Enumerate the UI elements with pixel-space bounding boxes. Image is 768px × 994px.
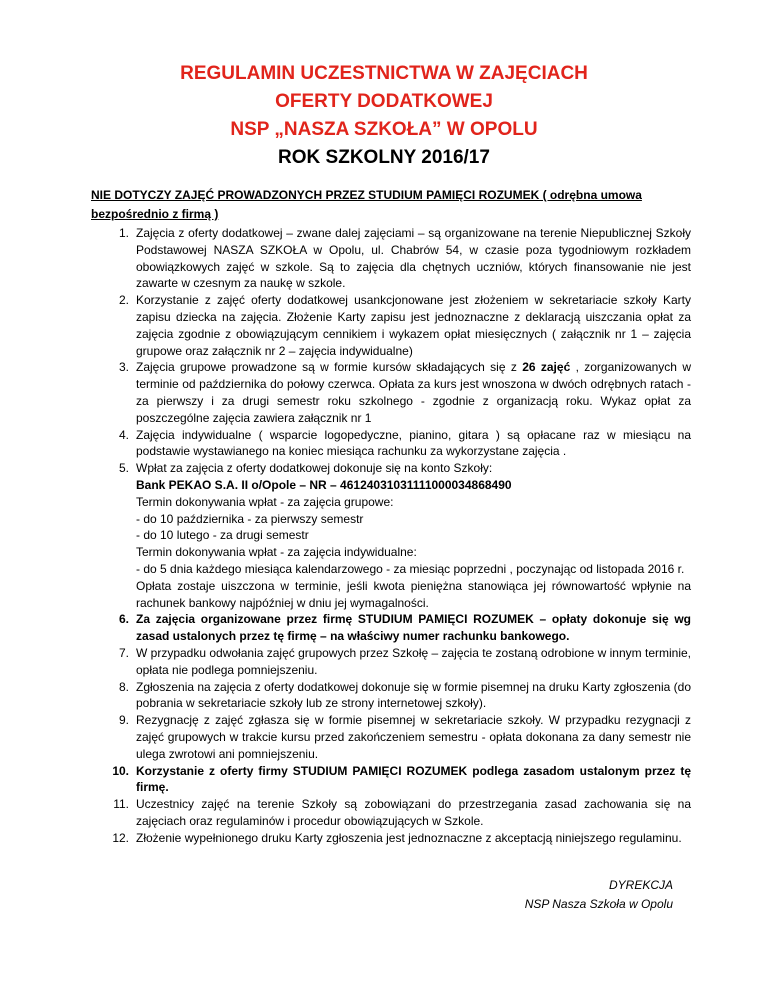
rules-list bbox=[91, 225, 691, 846]
rule-number: 9. bbox=[118, 713, 129, 728]
payment-timeliness-note: Opłata zostaje uiszczona w terminie, jeśli kwota pieniężna stanowiąca jej równowartość wpłynie na rachunek bankowy najpóźniej w dniu jej wymagalności. bbox=[136, 578, 691, 610]
rule-item bbox=[91, 359, 691, 426]
rule-text: W przypadku odwołania zajęć grupowych przez Szkołę – zajęcia te zostaną odrobione w innym terminie, opłata nie podlega pomniejszeniu. bbox=[136, 645, 691, 677]
individual-payment-term: Termin dokonywania wpłat - za zajęcia indywidualne: bbox=[136, 545, 417, 560]
exclusion-notice: NIE DOTYCZY ZAJĘĆ PROWADZONYCH PRZEZ STUDIUM PAMIĘCI ROZUMEK ( odrębna umowa bezpośrednio z firmą ) bbox=[91, 188, 642, 221]
rule-number: 6. bbox=[118, 612, 129, 627]
rule-item bbox=[91, 830, 691, 847]
rule-text: Uczestnicy zajęć na terenie Szkoły są zobowiązani do przestrzegania zasad zachowania się na zajęciach oraz regulaminów i procedur obowiązujących w Szkole. bbox=[136, 797, 691, 828]
signature-block bbox=[525, 876, 673, 914]
rule-number: 4. bbox=[118, 427, 129, 442]
rule-item bbox=[91, 796, 691, 830]
rule-number: 2. bbox=[118, 293, 129, 308]
title-line-3: NSP „NASZA SZKOŁA” W OPOLU bbox=[230, 119, 538, 140]
rule-number: 10. bbox=[112, 763, 129, 778]
rule-text-part: , zorganizowanych w terminie od października do połowy czerwca. Opłata za kurs jest wnoszona w dwóch odrębnych ratach - za pierwszy i za drugi semestr roku szkolnego - zgodnie z organizacją roku. Wykaz opłat za poszczególne zajęcia zawiera załącznik nr 1 bbox=[136, 360, 691, 425]
rule-text: Zajęcia z oferty dodatkowej – zwane dalej zajęciami – są organizowane na terenie Niepublicznej Szkoły Podstawowej NASZA SZKOŁA w Opolu, ul. Chabrów 54, w czasie poza tygodniowym rozkładem obowiązkowych zajęć w szkole. Są to zajęcia dla chętnych uczniów, których finansowanie nie jest zawarte w czesnym za naukę w szkole. bbox=[136, 226, 691, 291]
bank-account: Bank PEKAO S.A. II o/Opole – NR – 46124031031111000034868490 bbox=[136, 477, 512, 492]
group-term-second: - do 10 lutego - za drugi semestr bbox=[136, 528, 309, 543]
rule-number: 8. bbox=[118, 679, 129, 694]
title-line-2: OFERTY DODATKOWEJ bbox=[275, 91, 493, 112]
rule-text: Za zajęcia organizowane przez firmę STUDIUM PAMIĘCI ROZUMEK – opłaty dokonuje się wg zasad ustalonych przez tę firmę – na właściwy numer rachunku bankowego. bbox=[136, 612, 691, 644]
rule-item-payment bbox=[91, 460, 691, 611]
rule-text: Korzystanie z oferty firmy STUDIUM PAMIĘCI ROZUMEK podlega zasadom ustalonym przez tę firmę. bbox=[136, 763, 691, 795]
rule-item bbox=[91, 679, 691, 713]
document-title bbox=[0, 60, 768, 172]
rule-text: Zgłoszenia na zajęcia z oferty dodatkowej dokonuje się w formie pisemnej na druku Karty zgłoszenia (do pobrania w sekretariacie szkoły lub ze strony internetowej szkoły). bbox=[136, 679, 691, 711]
rule-text: Korzystanie z zajęć oferty dodatkowej usankcjonowane jest złożeniem w sekretariacie szkoły Karty zapisu dziecka na zajęcia. Złożenie Karty zapisu jest jednoznaczne z deklaracją uiszczania opłat za zajęcia zgodnie z obowiązującym cennikiem i wykazem opłat miesięcznych ( załącznik nr 1 – zajęcia grupowe oraz załącznik nr 2 – zajęcia indywidualne) bbox=[136, 293, 691, 358]
rule-item bbox=[91, 645, 691, 679]
school-year: ROK SZKOLNY 2016/17 bbox=[278, 147, 490, 168]
rule-number: 3. bbox=[118, 360, 129, 375]
rule-number: 5. bbox=[118, 461, 129, 476]
rule-text: Rezygnację z zajęć zgłasza się w formie pisemnej w sekretariacie szkoły. W przypadku rezygnacji z zajęć grupowych w trakcie kursu przed zakończeniem semestru - opłata dokonana za dany semestr nie ulega zwrotowi ani pomniejszeniu. bbox=[136, 713, 691, 761]
group-term-first: - do 10 października - za pierwszy semestr bbox=[136, 511, 364, 526]
payment-intro: Wpłat za zajęcia z oferty dodatkowej dokonuje się na konto Szkoły: bbox=[136, 461, 493, 476]
rule-item bbox=[91, 427, 691, 461]
title-line-1: REGULAMIN UCZESTNICTWA W ZAJĘCIACH bbox=[180, 63, 588, 84]
group-payment-term: Termin dokonywania wpłat - za zajęcia grupowe: bbox=[136, 494, 394, 509]
rule-text-part: Zajęcia grupowe prowadzone są w formie kursów składających się z bbox=[136, 360, 523, 375]
signature-org: NSP Nasza Szkoła w Opolu bbox=[524, 897, 673, 911]
individual-term-detail: - do 5 dnia każdego miesiąca kalendarzowego - za miesiąc poprzedni , poczynając od listopada 2016 r. bbox=[136, 561, 685, 576]
rule-item bbox=[91, 225, 691, 292]
rule-number: 11. bbox=[113, 797, 129, 812]
rule-number: 12. bbox=[112, 830, 129, 845]
rule-text: Zajęcia indywidualne ( wsparcie logopedyczne, pianino, gitara ) są opłacane raz w miesiącu na podstawie wystawianego na koniec miesiąca rachunku za wykorzystane zajęcia . bbox=[136, 427, 691, 459]
rule-number: 7. bbox=[118, 645, 129, 660]
rule-text-emphasis: 26 zajęć bbox=[522, 360, 571, 375]
rule-text: Złożenie wypełnionego druku Karty zgłoszenia jest jednoznaczne z akceptacją niniejszego regulaminu. bbox=[136, 830, 682, 845]
rule-item bbox=[91, 611, 691, 645]
rule-item bbox=[91, 763, 691, 797]
rule-item bbox=[91, 292, 691, 359]
rule-number: 1. bbox=[118, 226, 129, 240]
signature-title: DYREKCJA bbox=[608, 878, 673, 892]
rule-item bbox=[91, 712, 691, 762]
